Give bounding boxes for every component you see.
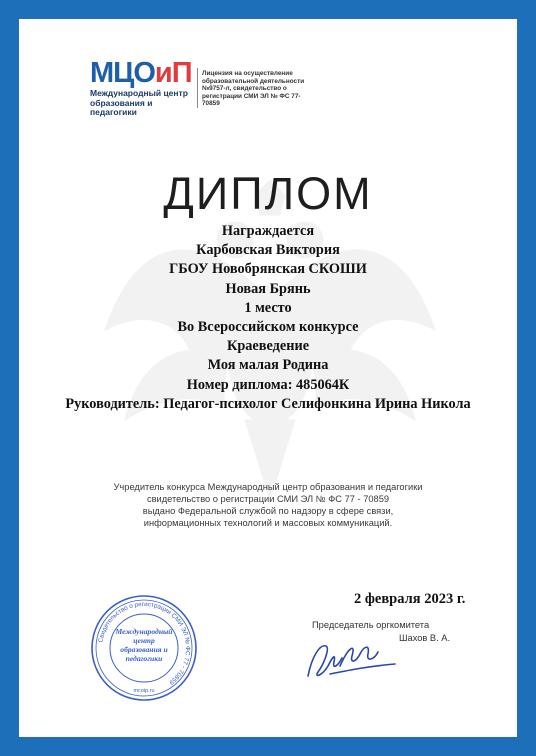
logo-subtitle: Международный центр образования и педагогики: [90, 88, 188, 117]
founder-line: свидетельство о регистрации СМИ ЭЛ № ФС 77 - 70859: [146, 494, 390, 505]
founder-line: информационных технологий и массовых коммуникаций.: [143, 518, 393, 529]
stamp-center-line: педагогики: [125, 654, 163, 663]
stamp-bottom-text: mcoip.ru: [133, 688, 155, 694]
stamp-ring-text: Свидетельство о регистрации СМИ ЭЛ № ФС 77 - 70859: [97, 600, 192, 686]
stamp-center-line: Международный: [115, 627, 173, 636]
locality: Новая Брянь: [225, 280, 311, 297]
award-line: Награждается: [221, 223, 315, 239]
signature: [300, 636, 400, 684]
recipient-name: Карбовская Виктория: [196, 242, 340, 259]
award-text: [20, 222, 516, 414]
chair-title: Председатель оргкомитета: [312, 620, 430, 630]
mcoip-logo: [90, 57, 200, 117]
contest-category: Краеведение: [226, 338, 310, 355]
logo-divider: [197, 68, 198, 108]
school-name: ГБОУ Новобрянская СКОШИ: [169, 261, 367, 278]
stamp-center-line: образования и: [120, 645, 168, 654]
founder-line: выдано Федеральной службой по надзору в сфере связи,: [142, 506, 394, 517]
logo-wordmark: МЦОиП: [90, 57, 192, 89]
chair-name: Шахов В. А.: [399, 633, 451, 643]
organization-stamp: [90, 594, 198, 702]
supervisor: Руководитель: Педагог-психолог Селифонкина Ирина Никола: [65, 395, 471, 412]
place: 1 место: [244, 299, 292, 316]
stamp-center-line: центр: [133, 636, 155, 645]
license-text: Лицензия на осуществление образовательной деятельности №9757-л, свидетельство о регистрации СМИ ЭЛ № ФС 77-70859: [202, 70, 305, 108]
diploma-title: ДИПЛОМ: [163, 168, 373, 219]
founder-line: Учредитель конкурса Международный центр образования и педагогики: [113, 482, 423, 492]
diploma-number: Номер диплома: 485064К: [186, 376, 350, 393]
issue-date: 2 февраля 2023 г.: [354, 591, 466, 607]
work-title: Моя малая Родина: [207, 357, 329, 374]
contest-name: Во Всероссийском конкурсе: [177, 319, 359, 336]
founder-info: [60, 481, 476, 529]
